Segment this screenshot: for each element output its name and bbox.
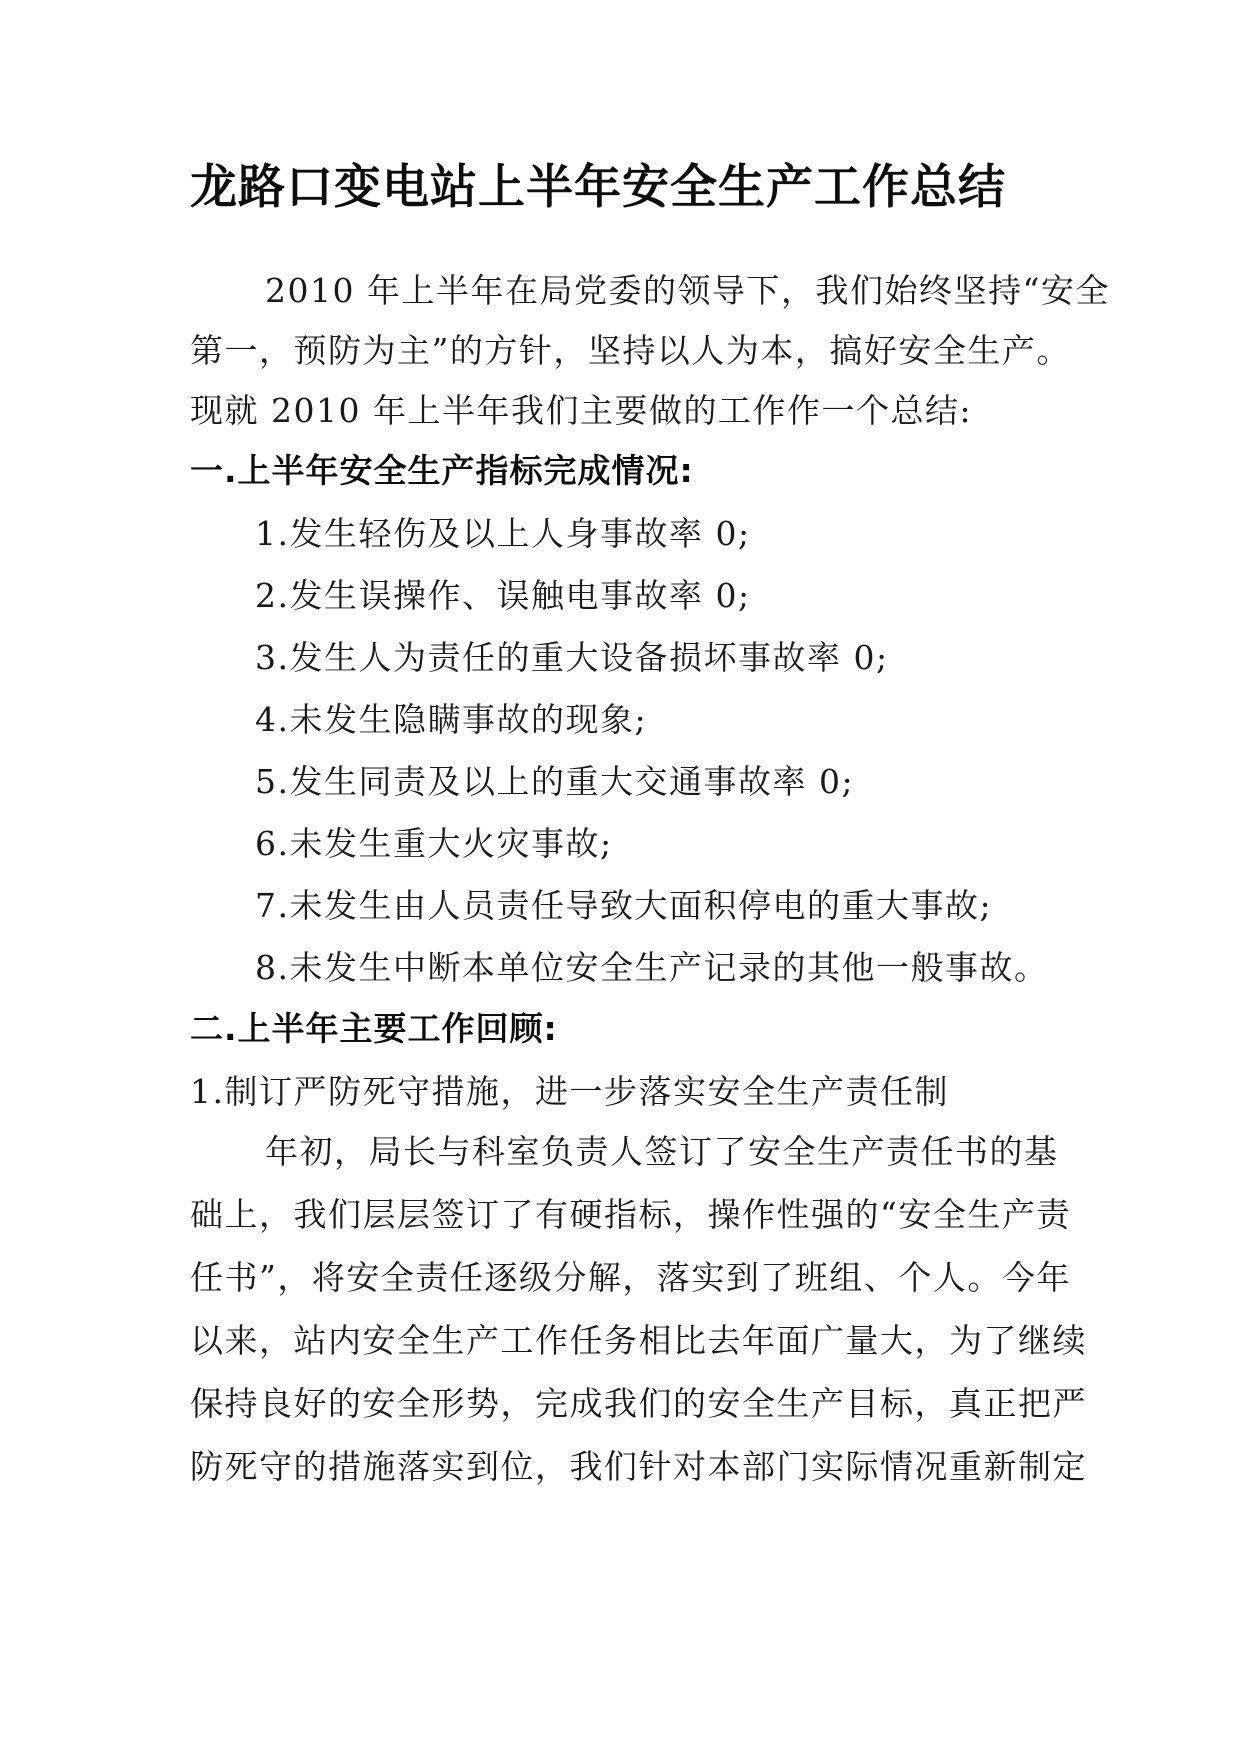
intro-line-2: 第一，预防为主”的方针，坚持以人为本，搞好安全生产。 <box>190 331 1071 370</box>
section2-subheading: 1.制订严防死守措施，进一步落实安全生产责任制 <box>190 1072 949 1111</box>
paragraph-line-2: 础上，我们层层签订了有硬指标，操作性强的“安全生产责 <box>190 1195 1071 1234</box>
list-item: 3.发生人为责任的重大设备损坏事故率 0; <box>255 638 889 677</box>
list-item: 2.发生误操作、误触电事故率 0; <box>255 576 751 615</box>
paragraph-line-6: 防死守的措施落实到位，我们针对本部门实际情况重新制定 <box>190 1447 1087 1486</box>
list-item: 6.未发生重大火灾事故; <box>255 824 613 863</box>
section2-heading: 二.上半年主要工作回顾: <box>190 1009 558 1048</box>
list-item: 7.未发生由人员责任导致大面积停电的重大事故; <box>255 886 993 925</box>
intro-line-3: 现就 2010 年上半年我们主要做的工作作一个总结: <box>190 391 973 430</box>
document-title: 龙路口变电站上半年安全生产工作总结 <box>190 160 1006 215</box>
list-item: 1.发生轻伤及以上人身事故率 0; <box>255 514 751 553</box>
list-item: 4.未发生隐瞒事故的现象; <box>255 700 648 739</box>
list-item: 5.发生同责及以上的重大交通事故率 0; <box>255 762 855 801</box>
paragraph-line-3: 任书”，将安全责任逐级分解，落实到了班组、个人。今年 <box>190 1258 1071 1297</box>
paragraph-line-4: 以来，站内安全生产工作任务相比去年面广量大，为了继续 <box>190 1321 1087 1360</box>
section1-heading: 一.上半年安全生产指标完成情况: <box>190 451 694 490</box>
paragraph-line-1: 年初，局长与科室负责人签订了安全生产责任书的基 <box>265 1132 1059 1171</box>
intro-line-1: 2010 年上半年在局党委的领导下，我们始终坚持“安全 <box>265 271 1110 310</box>
paragraph-line-5: 保持良好的安全形势，完成我们的安全生产目标，真正把严 <box>190 1384 1087 1423</box>
list-item: 8.未发生中断本单位安全生产记录的其他一般事故。 <box>255 948 1049 987</box>
